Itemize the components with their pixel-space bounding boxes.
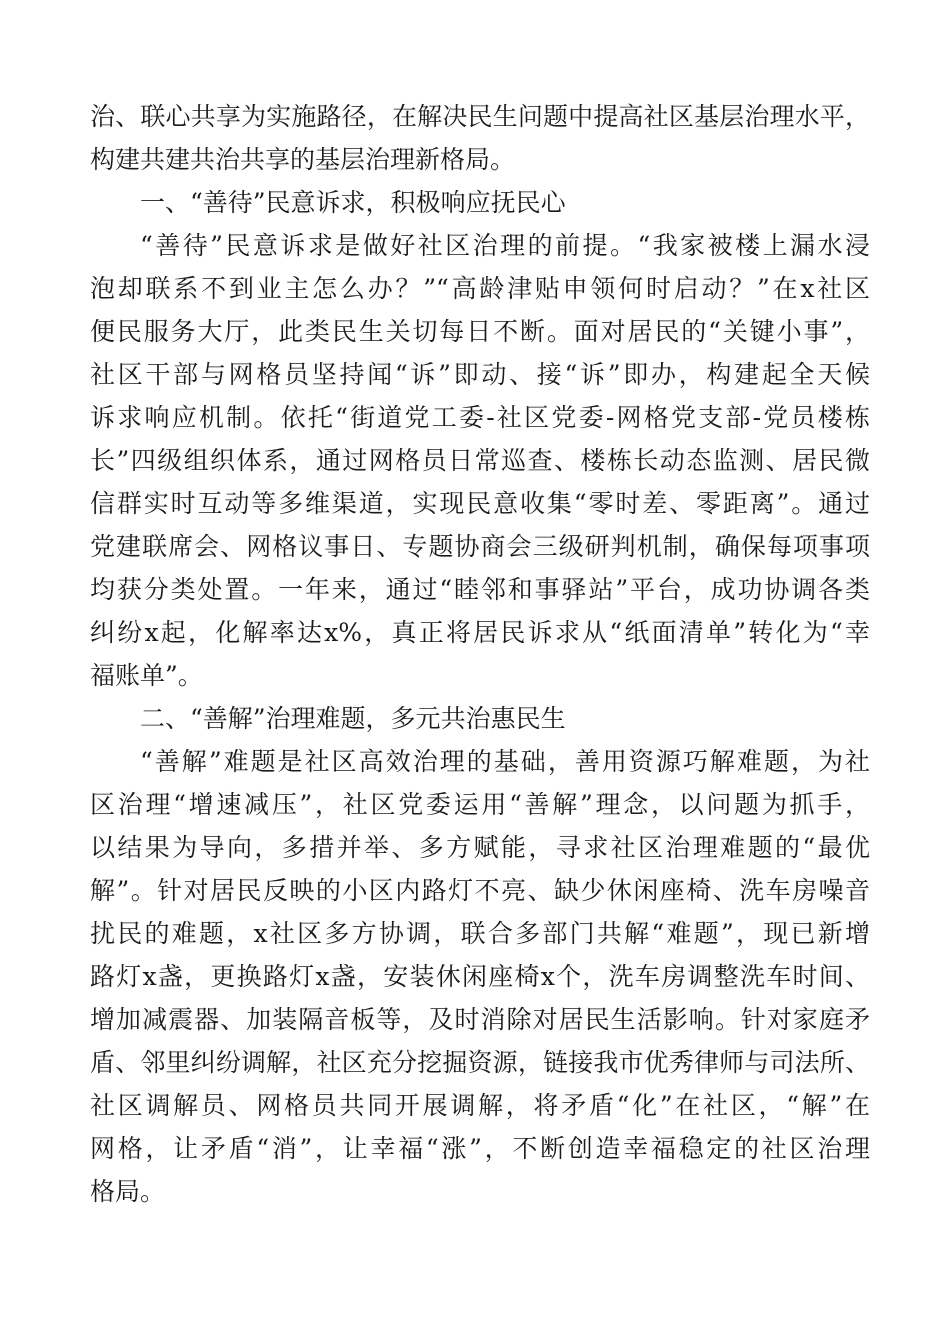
paragraph-line: 社区干部与网格员坚持闻“诉”即动、接“诉”即办，构建起全天候 bbox=[90, 360, 870, 389]
paragraph-line: 社区调解员、网格员共同开展调解，将矛盾“化”在社区，“解”在 bbox=[90, 1091, 870, 1120]
paragraph-line: 路灯x盏，更换路灯x盏，安装休闲座椅x个，洗车房调整洗车时间、 bbox=[90, 962, 870, 991]
paragraph-line: “善待”民意诉求是做好社区治理的前提。“我家被楼上漏水浸 bbox=[140, 231, 870, 260]
paragraph-line: 区治理“增速减压”，社区党委运用“善解”理念，以问题为抓手， bbox=[90, 790, 870, 819]
paragraph-line: 党建联席会、网格议事日、专题协商会三级研判机制，确保每项事项 bbox=[90, 532, 870, 561]
paragraph-line: 诉求响应机制。依托“街道党工委-社区党委-网格党支部-党员楼栋 bbox=[90, 403, 871, 432]
paragraph-line: “善解”难题是社区高效治理的基础，善用资源巧解难题，为社 bbox=[140, 747, 870, 776]
paragraph-line: 构建共建共治共享的基层治理新格局。 bbox=[90, 145, 516, 174]
paragraph-line: 以结果为导向，多措并举、多方赋能，寻求社区治理难题的“最优 bbox=[90, 833, 870, 862]
paragraph-line: 网格，让矛盾“消”，让幸福“涨”，不断创造幸福稳定的社区治理 bbox=[90, 1134, 870, 1163]
paragraph-line: 泡却联系不到业主怎么办？”“高龄津贴申领何时启动？”在x社区 bbox=[90, 274, 870, 303]
paragraph-line: 均获分类处置。一年来，通过“睦邻和事驿站”平台，成功协调各类 bbox=[90, 575, 870, 604]
section-heading: 一、“善待”民意诉求，积极响应抚民心 bbox=[140, 188, 566, 217]
paragraph-line: 盾、邻里纠纷调解，社区充分挖掘资源，链接我市优秀律师与司法所、 bbox=[90, 1048, 870, 1077]
paragraph-line: 解”。针对居民反映的小区内路灯不亮、缺少休闲座椅、洗车房噪音 bbox=[90, 876, 870, 905]
paragraph-line: 纠纷x起，化解率达x%，真正将居民诉求从“纸面清单”转化为“幸 bbox=[90, 618, 870, 647]
paragraph-line: 信群实时互动等多维渠道，实现民意收集“零时差、零距离”。通过 bbox=[90, 489, 870, 518]
paragraph-line: 格局。 bbox=[90, 1177, 166, 1206]
paragraph-line: 扰民的难题，x社区多方协调，联合多部门共解“难题”，现已新增 bbox=[90, 919, 870, 948]
paragraph-line: 长”四级组织体系，通过网格员日常巡查、楼栋长动态监测、居民微 bbox=[90, 446, 870, 475]
paragraph-line: 增加减震器、加装隔音板等，及时消除对居民生活影响。针对家庭矛 bbox=[90, 1005, 870, 1034]
paragraph-line: 治、联心共享为实施路径，在解决民生问题中提高社区基层治理水平， bbox=[90, 102, 870, 131]
paragraph-line: 福账单”。 bbox=[90, 661, 203, 690]
section-heading: 二、“善解”治理难题，多元共治惠民生 bbox=[140, 704, 566, 733]
paragraph-line: 便民服务大厅，此类民生关切每日不断。面对居民的“关键小事”， bbox=[90, 317, 870, 346]
